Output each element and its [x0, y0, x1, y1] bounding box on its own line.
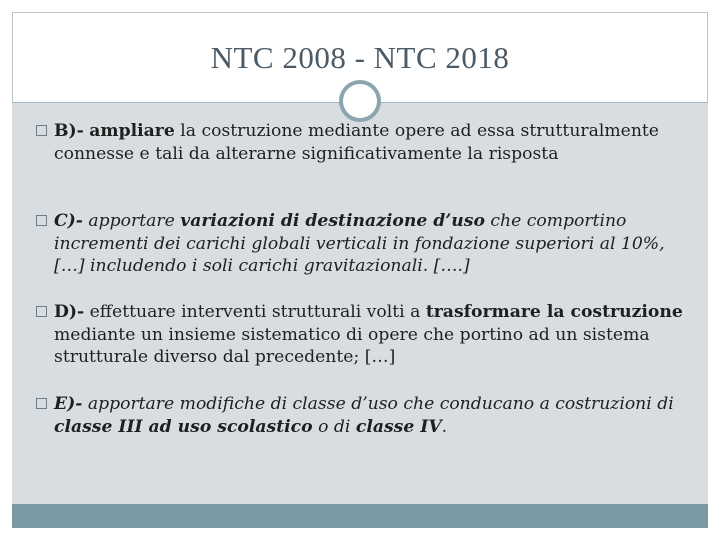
bullet-label: B)-	[54, 121, 84, 141]
bold-term: variazioni di destinazione d’uso	[180, 211, 485, 231]
bold-term: trasformare la costruzione	[425, 302, 683, 322]
bullet-d	[36, 301, 686, 369]
bullet-text: apportare	[82, 211, 181, 231]
bullet-text: o di	[312, 416, 356, 437]
bold-term: classe IV	[355, 416, 442, 437]
bullet-text: che comportino incrementi dei carichi globali verticali in fondazione superiori al 10%, […] includendo i soli carichi gravitazionali. [….]	[54, 211, 665, 276]
slide-title: NTC 2008 - NTC 2018	[210, 40, 510, 75]
bullet-label: C)-	[54, 211, 83, 231]
bold-term: classe III ad uso scolastico	[54, 416, 313, 437]
divider-circle-ornament	[339, 80, 381, 122]
bullet-c	[36, 210, 686, 278]
bullet-e	[36, 393, 686, 438]
bullet-b	[36, 120, 686, 165]
bold-term: ampliare	[89, 121, 175, 141]
bullet-square-icon	[36, 398, 47, 409]
footer-bar	[12, 504, 708, 528]
bullet-square-icon	[36, 306, 47, 317]
bullet-square-icon	[36, 125, 47, 136]
bullet-label: D)-	[54, 302, 85, 322]
bullet-text: effettuare interventi strutturali volti a	[84, 302, 426, 322]
bullet-text: mediante un insieme sistematico di opere che portino ad un sistema strutturale diverso dal precedente; […]	[54, 324, 650, 367]
bullet-label: E)-	[54, 394, 83, 414]
bullet-text: .	[441, 416, 448, 437]
bullet-square-icon	[36, 215, 47, 226]
bullet-text: la costruzione mediante opere ad essa strutturalmente connesse e tali da alterarne significativamente la risposta	[54, 121, 659, 164]
bullet-text: apportare modifiche di classe d’uso che conducano a costruzioni di	[82, 394, 674, 414]
